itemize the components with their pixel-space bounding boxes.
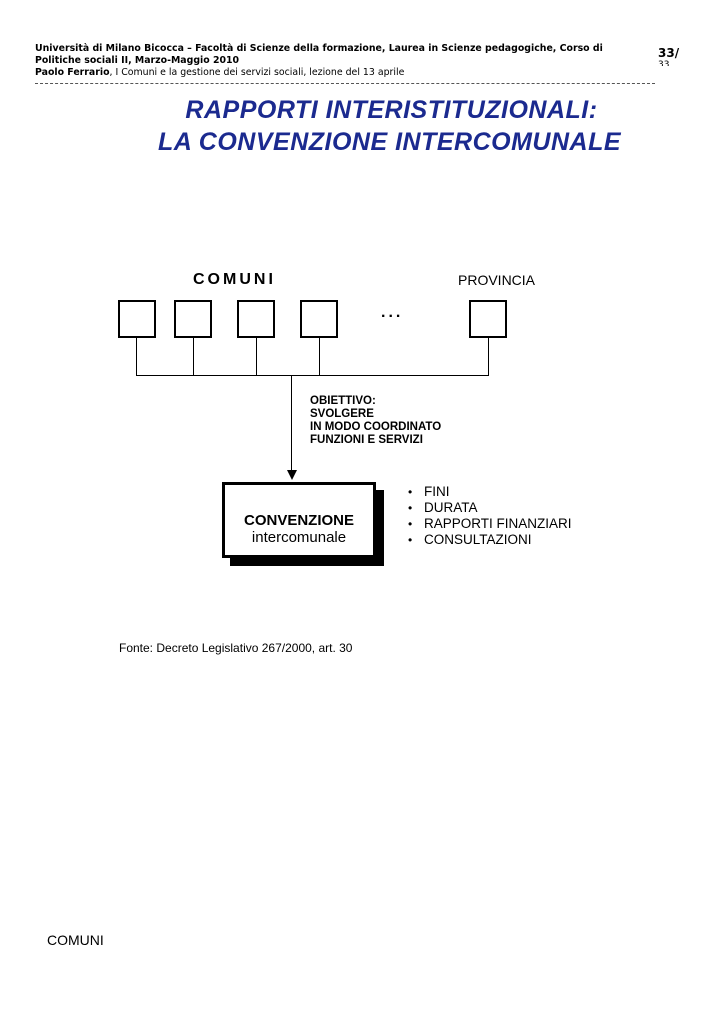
header-author: Paolo Ferrario [35,67,110,78]
item-label: DURATA [424,500,478,515]
bullet-icon: • [408,501,413,515]
source-citation: Fonte: Decreto Legislativo 267/2000, art. 30 [119,641,353,655]
header-line-2: Politiche sociali II, Marzo-Maggio 2010 [35,55,240,66]
bullet-icon: • [408,533,413,547]
connector-comune-1 [136,338,137,375]
objective-line-2: SVOLGERE [310,408,374,420]
comune-box-2 [174,300,212,338]
convention-box [222,482,376,558]
page-number [658,46,688,66]
list-item [408,516,572,532]
footer-label: COMUNI [47,932,104,948]
connector-comune-2 [193,338,194,375]
connector-comune-3 [256,338,257,375]
objective-text [310,395,441,447]
ellipsis-more-comuni: ... [381,304,404,321]
connector-comune-4 [319,338,320,375]
bullet-icon: • [408,517,413,531]
comune-box-3 [237,300,275,338]
comune-box-4 [300,300,338,338]
header-line-3 [35,67,635,79]
header-divider [35,83,655,84]
comune-box-1 [118,300,156,338]
slide-title-line-1: RAPPORTI INTERISTITUZIONALI: [185,96,598,124]
document-header [35,43,635,79]
list-item [408,532,572,548]
header-lecture-info: , I Comuni e la gestione dei servizi sociali, lezione del 13 aprile [109,67,405,78]
list-item [408,500,572,516]
connector-provincia [488,338,489,375]
convention-subtitle: intercomunale [251,529,347,546]
objective-line-3: IN MODO COORDINATO [310,421,442,433]
list-item [408,484,572,500]
item-label: CONSULTAZIONI [424,532,532,547]
provincia-label: PROVINCIA [458,272,536,288]
comuni-label: COMUNI [193,271,276,288]
convention-contents-list [408,484,572,548]
convention-title: CONVENZIONE [243,512,354,529]
arrow-down-icon [287,470,297,480]
item-label: RAPPORTI FINANZIARI [424,516,572,531]
objective-line-1: OBIETTIVO: [310,395,376,407]
objective-line-4: FUNZIONI E SERVIZI [310,434,423,446]
slide-title-line-2: LA CONVENZIONE INTERCOMUNALE [157,128,622,156]
connector-to-convention [291,375,292,471]
bullet-icon: • [408,485,413,499]
provincia-box [469,300,507,338]
connector-horizontal-bus [136,375,489,376]
page-number-current: 33/ [658,46,680,60]
item-label: FINI [424,484,450,499]
page-number-total: 33 [658,60,670,66]
header-line-1: Università di Milano Bicocca – Facoltà di Scienze della formazione, Laurea in Scienze pedagogiche, Corso di [35,43,603,54]
